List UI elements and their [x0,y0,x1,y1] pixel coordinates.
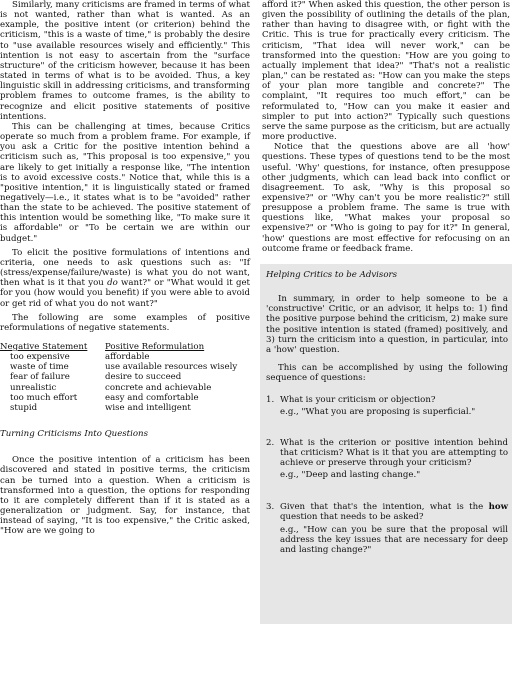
question-item-2 [266,438,508,481]
paragraph-elicit-text-b: want?" or "What would it get for you (how would you benefit) if you were able to avoid or get rid of what you do not want?" [0,278,250,309]
paragraph-criticisms-framed: Similarly, many criticisms are framed in terms of what is not wanted, rather than what is wanted. As an example, the positive intent (or criterion) behind the criticism, "this is a waste of time," is probably the desire to "use available resources wisely and efficiently." This intention is not easy to ascertain from the "surface structure" of the criticism however, because it has been stated in terms of what is to be avoided. Thus, a key linguistic skill in addressing criticisms, and transforming problem frames to outcome frames, is the ability to recognize and elicit positive statements of positive intentions. [0,0,250,122]
table-cell: stupid [10,402,38,413]
table-cell: waste of time [10,362,69,373]
paragraph-examples-intro: The following are some examples of positive reformulations of negative statements. [0,312,250,333]
section-heading-advisors: Helping Critics to be Advisors [266,269,398,280]
question-number: 1. [266,395,275,406]
table-header-negative: Negative Statement [0,342,88,352]
paragraph-summary: In summary, in order to help someone to be a 'constructive' Critic, or an advisor, it helps to: 1) find the positive purpose behind the criticism, 2) make sure the positive intention is stated (framed) positively, and 3) turn the criticism into a question, in particular, into a 'how' question. [266,294,508,355]
question-text: What is the criterion or positive intention behind that criticism? What is it that you are attempting to achieve or preserve through your criticism? [280,437,508,468]
reformulation-table [0,342,250,413]
paragraph-elicit-positive [0,248,250,309]
question-example: e.g., "How can you be sure that the proposal will address the key issues that are necessary for deep and lasting change?" [280,524,508,555]
paragraph-sequence-intro: This can be accomplished by using the following sequence of questions: [266,363,508,384]
table-cell: affordable [105,352,150,363]
section-heading-questions: Turning Criticisms Into Questions [0,429,149,440]
question-item-3 [266,502,508,555]
question-example: e.g., "What you are proposing is superficial." [280,407,476,418]
question-number: 2. [266,437,275,448]
advisors-box [260,264,512,555]
table-cell: concrete and achievable [105,382,212,393]
table-cell: fear of failure [10,372,70,383]
paragraph-how-questions: Notice that the questions above are all 'how' questions. These types of questions tend to be the most useful. 'Why' questions, for instance, often presuppose other judgments, which can lead back into conflict or disagreement. To ask, "Why is this proposal so expensive?" or "Why can't you be more realistic?" still presuppose a problem frame. The same is true with questions like, "What makes your proposal so expensive?" or "Who is going to pay for it?" In general, 'how' questions are most effective for refocusing on an outcome frame or feedback frame. [262,142,510,254]
paragraph-afford-it: afford it?" When asked this question, the other person is given the possibility of outlining the details of the plan, rather than having to disagree with, or fight with the Critic. This is true for practically every criticism. The criticism, "That idea will never work," can be transformed into the question: "How are you going to actually implement that idea?" "That's not a realistic plan," can be restated as: "How can you make the steps of your plan more tangible and concrete?" The complaint, "It requires too much effort," can be reformulated to, "How can you make it easier and simpler to put into action?" Typically such questions serve the same purpose as the criticism, but are actually more productive. [262,0,510,143]
table-cell: too expensive [10,352,70,363]
question-text: What is your criticism or objection? [280,395,436,406]
left-column [0,0,250,537]
table-cell: desire to succeed [105,372,182,383]
question-item-1 [266,395,508,417]
question-text-a: Given that that's the intention, what is the [280,502,489,513]
table-cell: unrealistic [10,382,57,393]
table-cell: use available resources wisely [105,362,238,373]
paragraph-turn-into-question: Once the positive intention of a criticism has been discovered and stated in positive terms, the criticism can be turned into a question. When a criticism is transformed into a question, the options for responding to it are completely different than if it is stated as a generalization or judgment. Say, for instance, that instead of saying, "It is too expensive," the Critic asked, "How are we going to [0,455,250,537]
question-text [280,502,508,522]
paragraph-problem-frame: This can be challenging at times, because Critics operate so much from a problem frame. For example, if you ask a Critic for the positive intention behind a criticism such as, "This proposal is too expensive," you are likely to get initially a response like, "The intention is to avoid excessive costs." Notice that, while this is a "positive intention," it is linguistically stated or framed negatively—i.e., it states what is to be "avoided" rather than the state to be achieved. The positive statement of this intention would be something like, "To make sure it is affordable" or "To be certain we are within our budget." [0,121,250,244]
right-column [260,0,512,555]
table-cell: wise and intelligent [105,402,191,413]
question-text-c: question that needs to be asked? [280,512,424,523]
question-number: 3. [266,502,275,513]
table-cell: easy and comfortable [105,392,199,403]
table-header-positive: Positive Reformulation [105,342,205,352]
table-cell: too much effort [10,392,78,403]
emphasis-do: do [107,278,118,289]
paragraph-elicit-text-a: To elicit the positive formulations of intentions and criteria, one needs to ask questions such as: "If (stress/expense/failure/waste) is what you do not want, then what is it that you [0,247,250,289]
emphasis-how: how [488,502,508,513]
question-example: e.g., "Deep and lasting change." [280,470,421,481]
